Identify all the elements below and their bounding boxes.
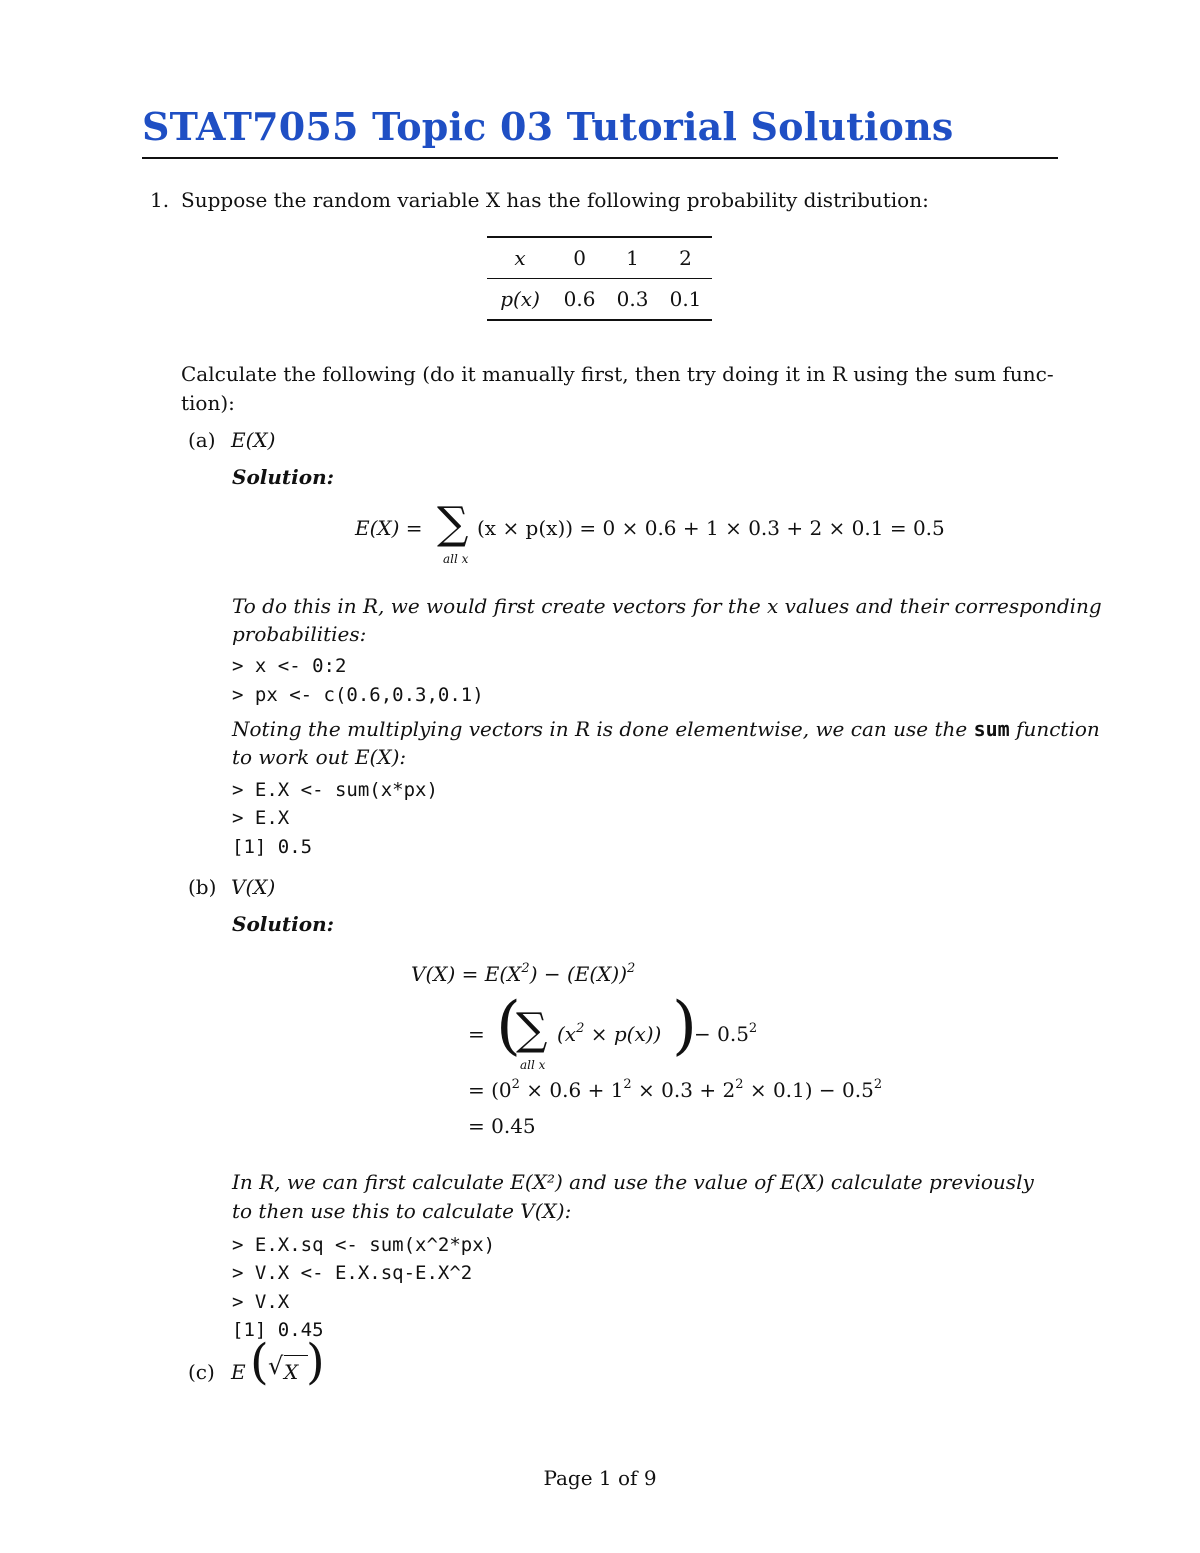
right-paren: ) bbox=[672, 989, 697, 1063]
exponent: 2 bbox=[623, 1077, 632, 1092]
eq-text: × 0.6 + 1 bbox=[519, 1078, 624, 1102]
part-a-note-line-1: To do this in R, we would first create vectors for the x values and their corresponding bbox=[232, 594, 1102, 618]
part-b-note-line-1: In R, we can first calculate E(X²) and use the value of E(X) calculate previously bbox=[232, 1170, 1034, 1194]
part-a-note2-line-2: to work out E(X): bbox=[232, 745, 407, 769]
table-cell: 0 bbox=[573, 246, 586, 270]
part-c-label: (c) bbox=[188, 1360, 215, 1384]
eq-text: = (0 bbox=[468, 1078, 512, 1102]
left-paren: ( bbox=[250, 1334, 269, 1390]
note-text: Noting the multiplying vectors in R is done elementwise, we can use the bbox=[232, 717, 974, 741]
table-cell: x bbox=[514, 246, 526, 270]
exponent: 2 bbox=[521, 961, 530, 976]
part-b-expression: V(X) bbox=[231, 875, 276, 899]
table-row bbox=[487, 279, 712, 321]
part-b-solution-heading: Solution: bbox=[232, 912, 335, 936]
part-c-expression-e: E bbox=[231, 1360, 246, 1384]
exponent: 2 bbox=[735, 1077, 744, 1092]
eq-text: − 0.5 bbox=[694, 1022, 749, 1046]
code-output: [1] 0.45 bbox=[232, 1319, 324, 1341]
page-footer: Page 1 of 9 bbox=[543, 1466, 657, 1490]
eq-text: × 0.1) − 0.5 bbox=[743, 1078, 874, 1102]
exponent: 2 bbox=[873, 1077, 883, 1092]
exponent: 2 bbox=[576, 1021, 585, 1036]
instruction-line-2: tion): bbox=[181, 391, 235, 415]
table-cell: 0.6 bbox=[563, 287, 596, 311]
table-cell: 2 bbox=[679, 246, 692, 270]
question-number: 1. bbox=[150, 188, 170, 212]
exponent: 2 bbox=[748, 1021, 758, 1036]
eq-text: × p(x)) bbox=[584, 1022, 662, 1046]
code-line: > E.X <- sum(x*px) bbox=[232, 779, 438, 801]
eq-text: V(X) = E(X bbox=[411, 962, 522, 986]
table-header-row bbox=[487, 237, 712, 279]
table-cell: 0.3 bbox=[616, 287, 649, 311]
code-line: > V.X bbox=[232, 1291, 290, 1313]
page-title: STAT7055 Topic 03 Tutorial Solutions bbox=[142, 104, 954, 149]
question-intro: Suppose the random variable X has the following probability distribution: bbox=[181, 188, 929, 212]
eq-text: (x bbox=[557, 1022, 577, 1046]
part-a-expression: E(X) bbox=[231, 428, 276, 452]
title-rule bbox=[142, 157, 1058, 159]
eq-text: ) − (E(X)) bbox=[529, 962, 628, 986]
part-b-note-line-2: to then use this to calculate V(X): bbox=[232, 1199, 572, 1223]
table-cell: 0.1 bbox=[669, 287, 702, 311]
part-b-label: (b) bbox=[188, 875, 217, 899]
summation-symbol: ∑ bbox=[437, 498, 469, 549]
code-output: [1] 0.5 bbox=[232, 836, 313, 858]
summation-symbol: ∑ bbox=[516, 1004, 548, 1055]
variance-line-2-tail bbox=[694, 1020, 757, 1048]
table-cell: 1 bbox=[626, 246, 639, 270]
sqrt-symbol: √ bbox=[268, 1352, 284, 1380]
part-a-note2-line-1 bbox=[232, 715, 1100, 743]
exponent: 2 bbox=[511, 1077, 520, 1092]
variance-line-4: = 0.45 bbox=[468, 1114, 536, 1138]
left-paren: ( bbox=[496, 989, 521, 1063]
code-line: > E.X bbox=[232, 807, 290, 829]
instruction-line-1: Calculate the following (do it manually first, then try doing it in R using the sum func- bbox=[181, 362, 1054, 386]
sum-function-name: sum bbox=[973, 717, 1010, 741]
variance-line-2-inner bbox=[557, 1020, 661, 1048]
code-line: > x <- 0:2 bbox=[232, 655, 347, 677]
table-cell: p(x) bbox=[500, 287, 540, 311]
exponent: 2 bbox=[627, 961, 636, 976]
probability-table bbox=[487, 236, 712, 321]
right-paren: ) bbox=[306, 1334, 325, 1390]
eq-text: × 0.3 + 2 bbox=[631, 1078, 736, 1102]
part-c-expression-x: X bbox=[284, 1360, 299, 1384]
part-a-equation-rhs: (x × p(x)) = 0 × 0.6 + 1 × 0.3 + 2 × 0.1 = 0.5 bbox=[477, 516, 945, 540]
code-line: > px <- c(0.6,0.3,0.1) bbox=[232, 684, 484, 706]
part-a-note-line-2: probabilities: bbox=[232, 622, 367, 646]
sqrt-bar bbox=[284, 1355, 308, 1356]
variance-line-3 bbox=[468, 1076, 882, 1104]
part-a-solution-heading: Solution: bbox=[232, 465, 335, 489]
sum-subscript: all x bbox=[443, 552, 469, 566]
part-a-equation-lhs: E(X) = bbox=[355, 516, 423, 540]
sum-subscript: all x bbox=[520, 1058, 546, 1072]
part-a-label: (a) bbox=[188, 428, 216, 452]
code-line: > V.X <- E.X.sq-E.X^2 bbox=[232, 1262, 473, 1284]
code-line: > E.X.sq <- sum(x^2*px) bbox=[232, 1234, 496, 1256]
note-text: function bbox=[1009, 717, 1100, 741]
eq-sign: = bbox=[468, 1022, 485, 1046]
variance-line-1 bbox=[411, 960, 635, 988]
